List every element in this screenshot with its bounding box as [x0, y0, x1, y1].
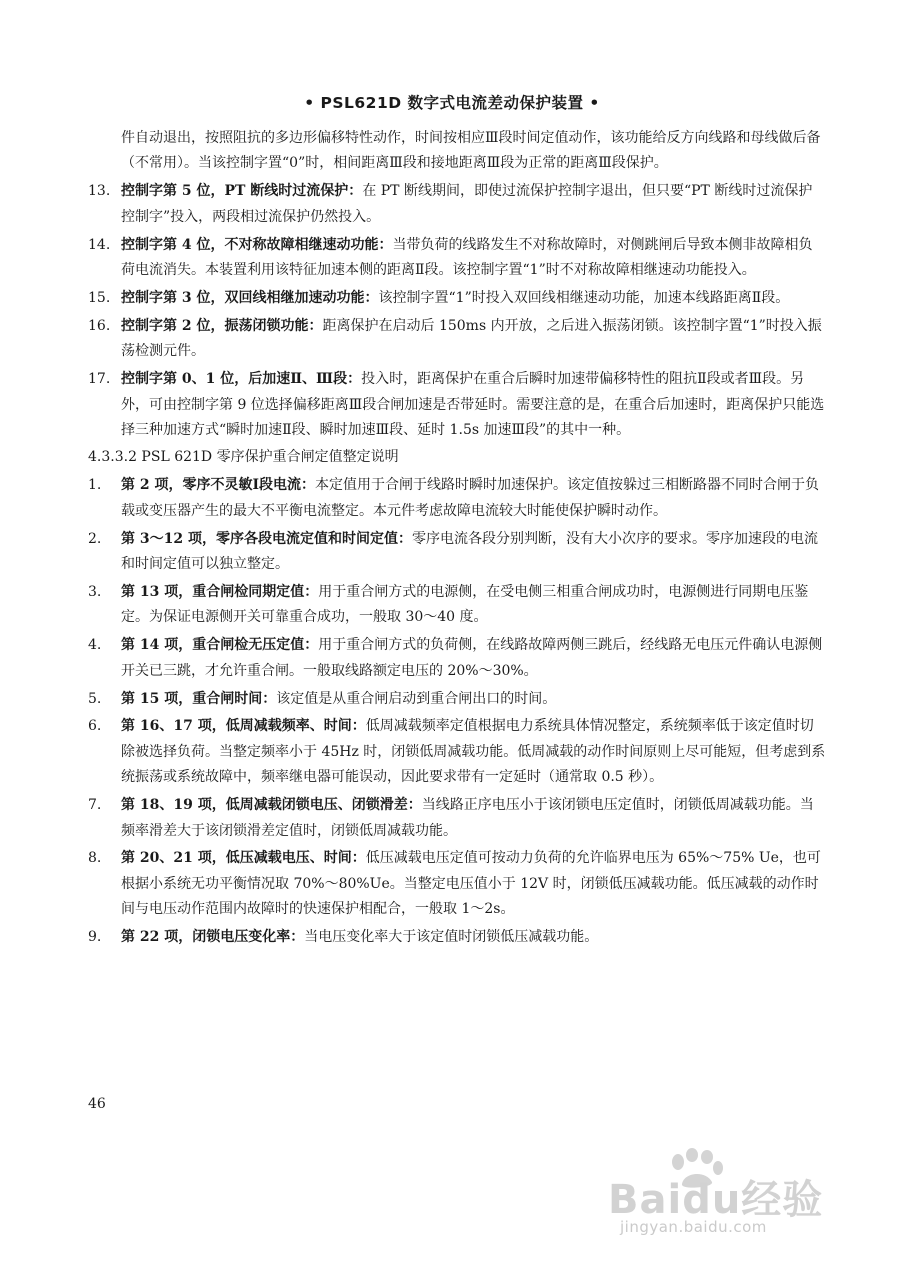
list-item — [88, 793, 826, 844]
item-description: 当线路正序电压小于该闭锁电压定值时，闭锁低周减载功能。当频率滑差大于该闭锁滑差定值时，闭锁低周减载功能。 — [121, 797, 814, 839]
item-number: 5. — [88, 690, 102, 707]
item-text — [121, 527, 826, 578]
item-title: 第 18、19 项，低周减载闭锁电压、闭锁滑差： — [121, 797, 422, 814]
document-body — [88, 126, 826, 951]
item-number: 13. — [88, 183, 111, 200]
item-description: 低周减载频率定值根据电力系统具体情况整定，系统频率低于该定值时切除被选择负荷。当整定频率小于 45Hz 时，闭锁低周减载功能。低周减载的动作时间原则上尽可能短，但考虑到系统振荡或系统故障中，频率继电器可能误动，因此要求带有一定延时（通常取 0.5 秒）。 — [121, 718, 826, 786]
setting-description-list — [88, 473, 826, 950]
item-title: 控制字第 4 位，不对称故障相继速动功能： — [121, 236, 393, 253]
item-title: 第 20、21 项，低压减载电压、时间： — [121, 850, 366, 867]
item-description: 投入时，距离保护在重合后瞬时加速带偏移特性的阻抗Ⅱ段或者Ⅲ段。另外，可由控制字第 9 位选择偏移距离Ⅲ段合闸加速是否带延时。需要注意的是，在重合后加速时，距离保护只能选择三种加速方式“瞬时加速Ⅱ段、瞬时加速Ⅲ段、延时 1.5s 加速Ⅲ段”的其中一种。 — [121, 371, 825, 438]
item-text — [121, 846, 826, 922]
item-text — [121, 367, 826, 443]
item-text — [121, 179, 826, 230]
list-item — [88, 233, 826, 284]
item-description: 该定值是从重合闸启动到重合闸出口的时间。 — [276, 690, 557, 707]
control-word-list — [88, 179, 826, 443]
item-text — [121, 687, 826, 712]
item-number: 9. — [88, 929, 102, 946]
item-description: 在 PT 断线期间，即使过流保护控制字退出，但只要“PT 断线时过流保护控制字”投入，两段相过流保护仍然投入。 — [121, 183, 813, 225]
item-description: 低压减载电压定值可按动力负荷的允许临界电压为 65%～75% Ue，也可根据小系统无功平衡情况取 70%～80%Ue。当整定电压值小于 12V 时，闭锁低压减载功能。低压减载的动作时间与电压动作范围内故障时的快速保护相配合，一般取 1～2s。 — [121, 850, 821, 918]
item-description: 当带负荷的线路发生不对称故障时，对侧跳闸后导致本侧非故障相负荷电流消失。本装置利用该特征加速本侧的距离Ⅱ段。该控制字置“1”时不对称故障相继速动功能投入。 — [121, 236, 813, 279]
item-number: 6. — [88, 718, 102, 735]
item-title: 第 14 项，重合闸检无压定值： — [121, 637, 319, 654]
item-title: 控制字第 0、1 位，后加速Ⅱ、Ⅲ段： — [121, 371, 362, 388]
item-description: 该控制字置“1”时投入双回线相继速动功能，加速本线路距离Ⅱ段。 — [378, 289, 790, 306]
watermark-url: jingyan.baidu.com — [620, 1218, 767, 1236]
list-item — [88, 633, 826, 684]
item-description: 当电压变化率大于该定值时闭锁低压减载功能。 — [304, 929, 599, 946]
item-text — [121, 473, 826, 524]
item-title: 控制字第 5 位，PT 断线时过流保护： — [121, 183, 363, 200]
running-header: • PSL621D 数字式电流差动保护装置 • — [304, 94, 600, 112]
list-item — [88, 580, 826, 631]
list-item — [88, 179, 826, 230]
continuation-paragraph: 件自动退出，按照阻抗的多边形偏移特性动作，时间按相应Ⅲ段时间定值动作，该功能给反方向线路和母线做后备（不常用）。当该控制字置“0”时，相间距离Ⅲ段和接地距离Ⅲ段为正常的距离Ⅲ段保护。 — [121, 130, 821, 172]
item-title: 第 15 项，重合闸时间： — [121, 690, 277, 707]
page-number: 46 — [88, 1096, 106, 1112]
item-description: 本定值用于合闸于线路时瞬时加速保护。该定值按躲过三相断路器不同时合闸于负载或变压器产生的最大不平衡电流整定。本元件考虑故障电流较大时能使保护瞬时动作。 — [121, 477, 820, 519]
item-text — [121, 286, 826, 311]
list-item — [88, 473, 826, 524]
item-title: 第 22 项，闭锁电压变化率： — [121, 929, 305, 946]
item-title: 第 13 项，重合闸检同期定值： — [121, 583, 319, 600]
list-item — [88, 714, 826, 790]
list-item — [88, 314, 826, 365]
item-description: 用于重合闸方式的负荷侧，在线路故障两侧三跳后，经线路无电压元件确认电源侧开关已三跳，才允许重合闸。一般取线路额定电压的 20%～30%。 — [121, 637, 823, 679]
item-number: 7. — [88, 797, 102, 814]
item-number: 2. — [88, 530, 102, 547]
item-text — [121, 233, 826, 284]
item-title: 第 16、17 项，低周减载频率、时间： — [121, 718, 366, 735]
list-item — [88, 286, 826, 311]
item-text — [121, 714, 826, 790]
item-text — [121, 633, 826, 684]
item-description: 用于重合闸方式的电源侧，在受电侧三相重合闸成功时，电源侧进行同期电压鉴定。为保证电源侧开关可靠重合成功，一般取 30～40 度。 — [121, 583, 809, 626]
item-title: 第 3～12 项，零序各段电流定值和时间定值： — [121, 530, 412, 547]
section-heading: 4.3.3.2 PSL 621D 零序保护重合闸定值整定说明 — [88, 449, 399, 466]
item-text — [121, 793, 826, 844]
list-item — [88, 846, 826, 922]
item-number: 15. — [88, 289, 111, 306]
list-item — [88, 925, 826, 950]
list-item — [88, 687, 826, 712]
list-item — [88, 367, 826, 443]
watermark — [608, 1148, 848, 1238]
item-number: 16. — [88, 317, 111, 334]
item-number: 14. — [88, 236, 111, 253]
item-text — [121, 314, 826, 365]
item-number: 8. — [88, 850, 102, 867]
item-title: 控制字第 2 位，振荡闭锁功能： — [121, 317, 323, 334]
item-text — [121, 925, 826, 950]
item-description: 零序电流各段分别判断，没有大小次序的要求。零序加速段的电流和时间定值可以独立整定。 — [121, 530, 818, 572]
item-title: 控制字第 3 位，双回线相继加速动功能： — [121, 289, 379, 306]
item-number: 1. — [88, 477, 102, 494]
item-text — [121, 580, 826, 631]
item-number: 3. — [88, 583, 102, 600]
list-item — [88, 527, 826, 578]
item-number: 17. — [88, 371, 111, 388]
item-description: 距离保护在启动后 150ms 内开放，之后进入振荡闭锁。该控制字置“1”时投入振荡检测元件。 — [121, 317, 822, 360]
item-title: 第 2 项，零序不灵敏Ⅰ段电流： — [121, 477, 316, 494]
item-number: 4. — [88, 637, 102, 654]
watermark-logo: Baidu经验 — [608, 1177, 824, 1223]
